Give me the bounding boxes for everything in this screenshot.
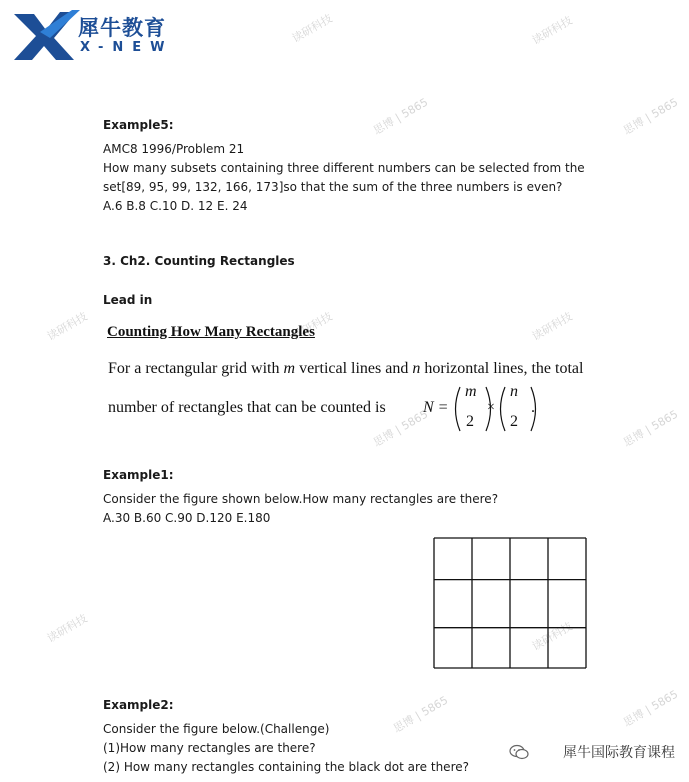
watermark: 读研科技: [529, 309, 575, 344]
watermark: 读研科技: [289, 11, 335, 46]
logo-chinese-text: 犀牛教育: [78, 16, 166, 40]
binom2-top: n: [510, 383, 518, 400]
watermark: 思博 | 5865: [621, 95, 681, 138]
example1-choices: A.30 B.60 C.90 D.120 E.180: [103, 511, 271, 525]
lead-in-label: Lead in: [103, 293, 153, 307]
wechat-icon: [509, 744, 529, 760]
example1-heading: Example1:: [103, 468, 174, 482]
example2-heading: Example2:: [103, 698, 174, 712]
example5-question-line2: set[89, 95, 99, 132, 166, 173]so that the sum of the three numbers is even?: [103, 180, 563, 194]
binom1-bottom: 2: [466, 413, 474, 430]
watermark: 思博 | 5865: [391, 693, 451, 736]
watermark: 思博 | 5865: [371, 95, 431, 138]
watermark: 读研科技: [289, 309, 335, 344]
watermark: 思博 | 5865: [621, 687, 681, 730]
times-sign: ×: [487, 400, 495, 415]
formula-title: Counting How Many Rectangles: [107, 324, 315, 340]
formula-description-line2: number of rectangles that can be counted is: [108, 399, 386, 416]
logo-english-text: X-NEW: [80, 40, 174, 55]
watermark: 读研科技: [529, 13, 575, 48]
example5-source: AMC8 1996/Problem 21: [103, 142, 245, 156]
watermark: 读研科技: [44, 309, 90, 344]
example2-line3: (2) How many rectangles containing the black dot are there?: [103, 760, 469, 774]
formula-description-line1: For a rectangular grid with m vertical lines and n horizontal lines, the total: [108, 360, 584, 377]
section-heading: 3. Ch2. Counting Rectangles: [103, 254, 295, 268]
watermark: 思博 | 5865: [621, 407, 681, 450]
binom1-top: m: [465, 383, 477, 400]
example5-choices: A.6 B.8 C.10 D. 12 E. 24: [103, 199, 248, 213]
watermark: 思博 | 5865: [371, 407, 431, 450]
example5-heading: Example5:: [103, 118, 174, 132]
formula-period: .: [531, 399, 535, 416]
footer-brand: 犀牛国际教育课程: [563, 745, 675, 761]
binom2-bottom: 2: [510, 413, 518, 430]
rectangle-grid-figure: [432, 536, 590, 672]
example2-line1: Consider the figure below.(Challenge): [103, 722, 330, 736]
formula-n-equals: N =: [423, 399, 449, 416]
watermark: 读研科技: [529, 619, 575, 654]
watermark: 读研科技: [44, 611, 90, 646]
example2-line2: (1)How many rectangles are there?: [103, 741, 316, 755]
example1-question: Consider the figure shown below.How many rectangles are there?: [103, 492, 499, 506]
example5-question-line1: How many subsets containing three different numbers can be selected from the: [103, 161, 585, 175]
